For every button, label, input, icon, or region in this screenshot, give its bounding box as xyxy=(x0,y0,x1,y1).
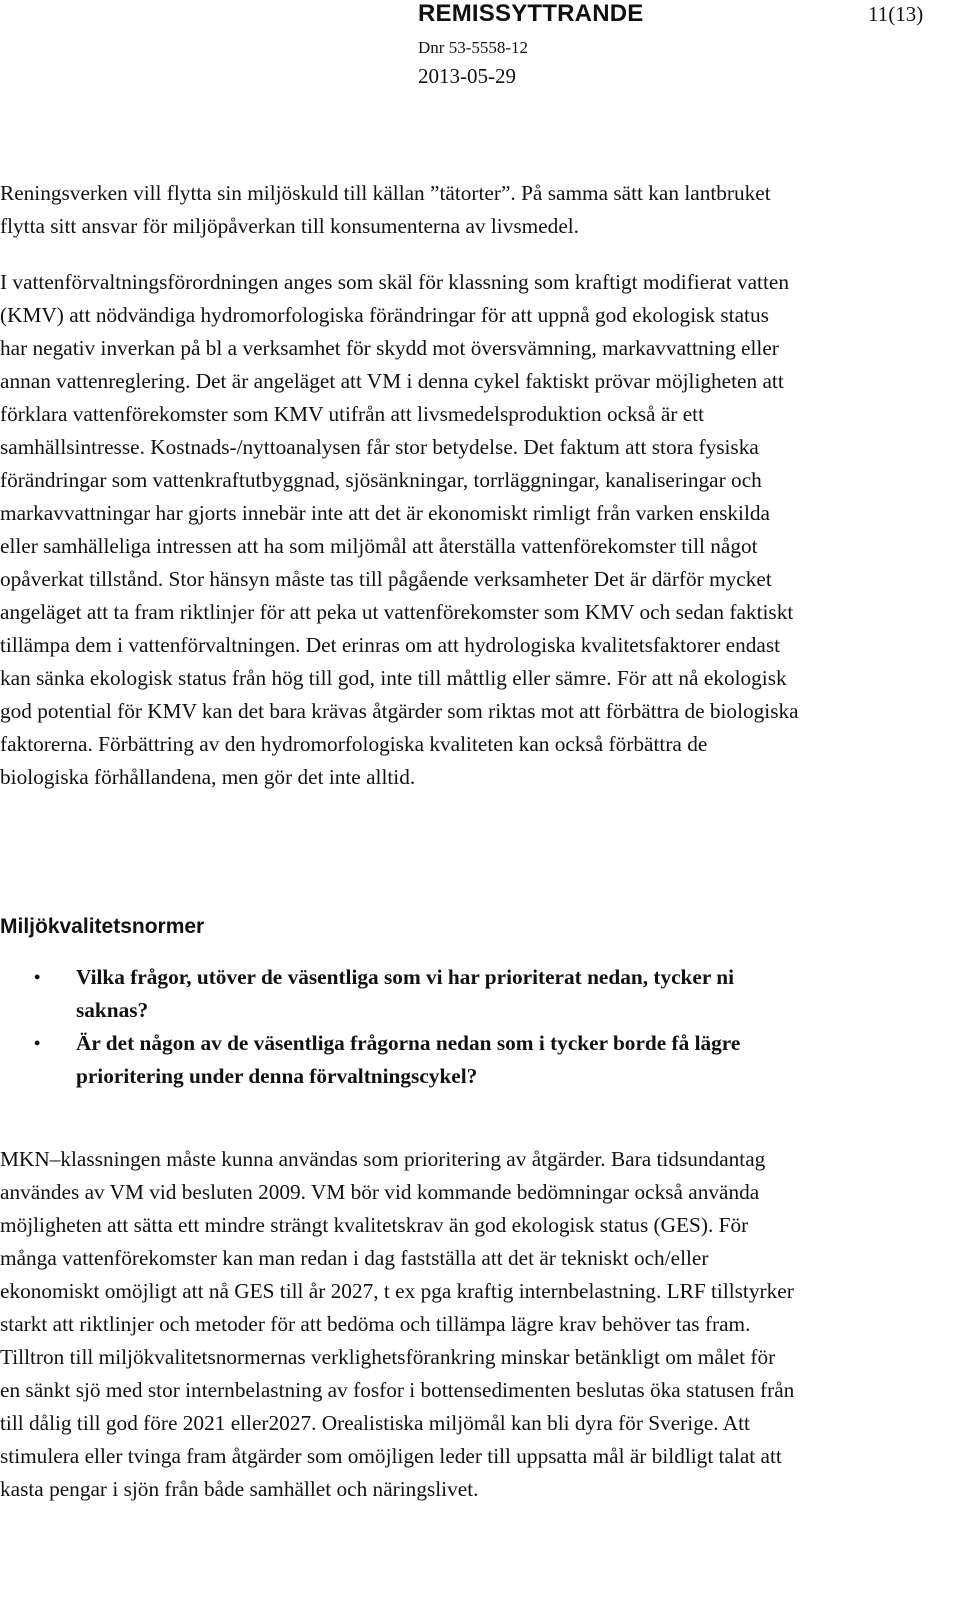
paragraph-text: I vattenförvaltningsförordningen anges som skäl för klassning som kraftigt modifierat vatten (KMV) att nödvändiga hydromorfologiska förändringar för att uppnå god ekologisk status har negativ inverkan på bl a verksamhet för skydd mot översvämning, markavvattning eller annan vattenreglering. Det är angeläget att VM i denna cykel faktiskt prövar möjligheten att förklara vattenförekomster som KMV utifrån att livsmedelsproduktion också är ett samhällsintresse. Kostnads-/nyttoanalysen får stor betydelse. Det faktum att stora fysiska förändringar som vattenkraftutbyggnad, sjösänkningar, torrläggningar, kanaliseringar och markavvattningar har gjorts innebär inte att det är ekonomiskt rimligt från varken enskilda eller samhälleliga intressen att ha som miljömål att återställa vattenförekomster till något opåverkat tillstånd. Stor hänsyn måste tas till pågående verksamheter Det är därför mycket angeläget att ta fram riktlinjer för att peka ut vattenförekomster som KMV och sedan faktiskt tillämpa dem i vattenförvaltningen. Det erinras om att hydrologiska kvalitetsfaktorer endast kan sänka ekologisk status från hög till god, inte till måttlig eller sämre. För att nå ekologisk god potential för KMV kan det bara krävas åtgärder som riktas mot att förbättra de biologiska faktorerna. Förbättring av den hydromorfologiska kvaliteten kan också förbättra de biologiska förhållandena, men gör det inte alltid. xyxy=(0,270,799,789)
question-list xyxy=(0,961,810,1093)
question-item xyxy=(0,961,810,1027)
question-text: Är det någon av de väsentliga frågorna nedan som i tycker borde få lägre prioritering under denna förvaltningscykel? xyxy=(76,1031,741,1088)
paragraph-text: MKN–klassningen måste kunna användas som prioritering av åtgärder. Bara tidsundantag användes av VM vid besluten 2009. VM bör vid kommande bedömningar också använda möjligheten att sätta ett mindre strängt kvalitetskrav än god ekologisk status (GES). För många vattenförekomster kan man redan i dag fastställa att det är tekniskt och/eller ekonomiskt omöjligt att nå GES till år 2027, t ex pga kraftig internbelastning. LRF tillstyrker starkt att riktlinjer och metoder för att bedöma och tillämpa lägre krav behöver tas fram. Tilltron till miljökvalitetsnormernas verklighetsförankring minskar betänkligt om målet för en sänkt sjö med stor internbelastning av fosfor i bottensedimenten beslutas öka statusen från till dålig till god före 2021 eller2027. Orealistiska miljömål kan bli dyra för Sverige. Att stimulera eller tvinga fram åtgärder som omöjligen leder till uppsatta mål är bildligt talat att kasta pengar i sjön från både samhället och näringslivet. xyxy=(0,1147,795,1501)
document-date: 2013-05-29 xyxy=(418,64,516,88)
document-type: REMISSYTTRANDE xyxy=(418,0,644,27)
section-miljokvalitetsnormer xyxy=(0,915,800,939)
page-header xyxy=(0,0,960,100)
question-list-container xyxy=(0,961,810,1093)
paragraph-reningsverken xyxy=(0,177,795,243)
question-item xyxy=(0,1027,810,1093)
paragraph-text: Reningsverken vill flytta sin miljöskuld till källan ”tätorter”. På samma sätt kan lantbruket flytta sitt ansvar för miljöpåverkan till konsumenterna av livsmedel. xyxy=(0,181,771,238)
question-text: Vilka frågor, utöver de väsentliga som vi har prioriterat nedan, tycker ni saknas? xyxy=(76,965,734,1022)
section-heading: Miljökvalitetsnormer xyxy=(0,915,205,938)
bullet-icon: • xyxy=(34,967,41,987)
bullet-icon: • xyxy=(34,1033,41,1053)
page-number: 11(13) xyxy=(868,2,924,26)
document-reference-number: Dnr 53-5558-12 xyxy=(418,38,529,57)
paragraph-mkn xyxy=(0,1143,800,1506)
paragraph-kmv xyxy=(0,266,800,794)
